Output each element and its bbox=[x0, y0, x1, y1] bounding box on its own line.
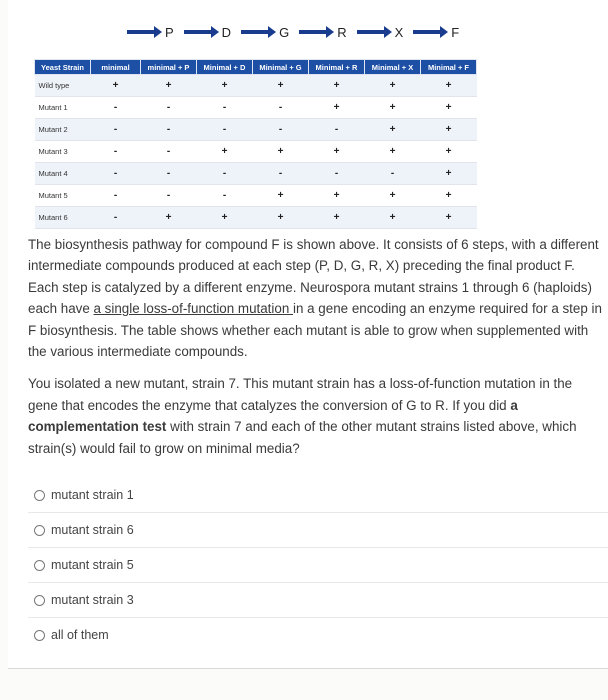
column-header: Yeast Strain bbox=[35, 60, 91, 75]
growth-cell: + bbox=[421, 97, 477, 119]
growth-cell: + bbox=[141, 75, 197, 97]
column-header: Minimal + X bbox=[365, 60, 421, 75]
radio-button[interactable] bbox=[34, 560, 45, 571]
growth-cell: - bbox=[91, 97, 141, 119]
growth-cell: - bbox=[197, 163, 253, 185]
growth-cell: - bbox=[365, 163, 421, 185]
growth-table bbox=[34, 59, 477, 229]
arrow-icon bbox=[241, 30, 269, 34]
table-row bbox=[35, 97, 477, 119]
growth-cell: + bbox=[253, 207, 309, 229]
growth-cell: - bbox=[141, 163, 197, 185]
pathway-step: G bbox=[279, 24, 290, 40]
table-row bbox=[35, 75, 477, 97]
strain-cell: Mutant 1 bbox=[35, 97, 91, 119]
option-label: mutant strain 6 bbox=[51, 523, 134, 537]
growth-cell: + bbox=[253, 185, 309, 207]
growth-cell: + bbox=[365, 97, 421, 119]
growth-cell: - bbox=[91, 185, 141, 207]
growth-cell: - bbox=[91, 119, 141, 141]
option-label: all of them bbox=[51, 628, 109, 642]
question-paragraph: You isolated a new mutant, strain 7. This mutant strain has a loss-of-function mutation in the gene that encodes the enzyme that catalyzes the conversion of G to R. If you did a complementation test with strain 7 and each of the other mutant strains listed above, which strain(s) would fail to grow on minimal media? bbox=[28, 376, 577, 456]
column-header: Minimal + D bbox=[197, 60, 253, 75]
growth-cell: - bbox=[253, 97, 309, 119]
arrow-icon bbox=[299, 30, 327, 34]
answer-option[interactable] bbox=[28, 478, 608, 513]
growth-cell: + bbox=[365, 185, 421, 207]
growth-cell: + bbox=[91, 75, 141, 97]
arrow-icon bbox=[127, 30, 155, 34]
pathway-step: P bbox=[165, 24, 174, 40]
growth-cell: - bbox=[197, 97, 253, 119]
growth-cell: + bbox=[421, 141, 477, 163]
column-header: minimal + P bbox=[141, 60, 197, 75]
arrow-icon bbox=[357, 30, 385, 34]
growth-cell: - bbox=[253, 163, 309, 185]
column-header: Minimal + R bbox=[309, 60, 365, 75]
question-paragraph: The biosynthesis pathway for compound F is shown above. It consists of 6 steps, with a different intermediate compounds produced at each step (P, D, G, R, X) preceding the final product F. Each step is catalyzed by a different enzyme. Neurospora mutant strains 1 through 6 (haploids) each have a single loss-of-function mutation in a gene encoding an enzyme required for a step in F biosynthesis. The table shows whether each mutant is able to grow when supplemented with the various intermediate compounds. bbox=[28, 237, 602, 360]
growth-cell: + bbox=[365, 75, 421, 97]
growth-cell: - bbox=[91, 163, 141, 185]
growth-cell: - bbox=[197, 119, 253, 141]
pathway-step: R bbox=[337, 24, 347, 40]
radio-button[interactable] bbox=[34, 490, 45, 501]
growth-cell: + bbox=[309, 97, 365, 119]
growth-cell: - bbox=[309, 119, 365, 141]
answer-option[interactable] bbox=[28, 618, 608, 652]
column-header: minimal bbox=[91, 60, 141, 75]
pathway-step: X bbox=[394, 24, 404, 40]
answer-options bbox=[28, 478, 608, 652]
growth-cell: + bbox=[197, 75, 253, 97]
growth-cell: + bbox=[197, 207, 253, 229]
growth-cell: - bbox=[141, 185, 197, 207]
growth-cell: - bbox=[91, 207, 141, 229]
radio-button[interactable] bbox=[34, 630, 45, 641]
growth-cell: - bbox=[91, 141, 141, 163]
table-row bbox=[35, 185, 477, 207]
growth-cell: + bbox=[421, 75, 477, 97]
strain-cell: Mutant 5 bbox=[35, 185, 91, 207]
option-label: mutant strain 3 bbox=[51, 593, 134, 607]
arrow-icon bbox=[184, 30, 212, 34]
underlined-phrase: a single loss-of-function mutation bbox=[93, 301, 293, 317]
growth-cell: + bbox=[309, 185, 365, 207]
growth-cell: - bbox=[197, 185, 253, 207]
answer-option[interactable] bbox=[28, 513, 608, 548]
growth-cell: + bbox=[365, 141, 421, 163]
arrow-icon bbox=[413, 30, 441, 34]
question-card bbox=[8, 0, 608, 669]
growth-cell: - bbox=[141, 119, 197, 141]
growth-cell: - bbox=[309, 163, 365, 185]
growth-cell: + bbox=[197, 141, 253, 163]
growth-cell: - bbox=[141, 141, 197, 163]
growth-cell: + bbox=[141, 207, 197, 229]
pathway-diagram bbox=[123, 22, 465, 42]
growth-cell: + bbox=[253, 141, 309, 163]
option-label: mutant strain 1 bbox=[51, 488, 134, 502]
growth-cell: + bbox=[421, 119, 477, 141]
growth-cell: + bbox=[309, 207, 365, 229]
answer-option[interactable] bbox=[28, 548, 608, 583]
growth-cell: + bbox=[421, 185, 477, 207]
column-header: Minimal + F bbox=[421, 60, 477, 75]
growth-cell: + bbox=[309, 75, 365, 97]
strain-cell: Mutant 6 bbox=[35, 207, 91, 229]
bold-phrase: a complementation test bbox=[28, 397, 518, 435]
pathway-step: D bbox=[221, 24, 232, 40]
question-text bbox=[28, 234, 602, 470]
growth-cell: + bbox=[253, 75, 309, 97]
growth-cell: + bbox=[309, 141, 365, 163]
radio-button[interactable] bbox=[34, 595, 45, 606]
growth-cell: + bbox=[365, 207, 421, 229]
radio-button[interactable] bbox=[34, 525, 45, 536]
strain-cell: Mutant 2 bbox=[35, 119, 91, 141]
table-row bbox=[35, 141, 477, 163]
strain-cell: Wild type bbox=[35, 75, 91, 97]
growth-cell: + bbox=[421, 207, 477, 229]
table-row bbox=[35, 119, 477, 141]
growth-cell: - bbox=[141, 97, 197, 119]
table-header-row bbox=[35, 60, 477, 75]
growth-cell: - bbox=[253, 119, 309, 141]
answer-option[interactable] bbox=[28, 583, 608, 618]
table-row bbox=[35, 207, 477, 229]
strain-cell: Mutant 4 bbox=[35, 163, 91, 185]
growth-cell: + bbox=[365, 119, 421, 141]
column-header: Minimal + G bbox=[253, 60, 309, 75]
table-row bbox=[35, 163, 477, 185]
growth-cell: + bbox=[421, 163, 477, 185]
strain-cell: Mutant 3 bbox=[35, 141, 91, 163]
option-label: mutant strain 5 bbox=[51, 558, 134, 572]
pathway-step: F bbox=[451, 24, 460, 40]
